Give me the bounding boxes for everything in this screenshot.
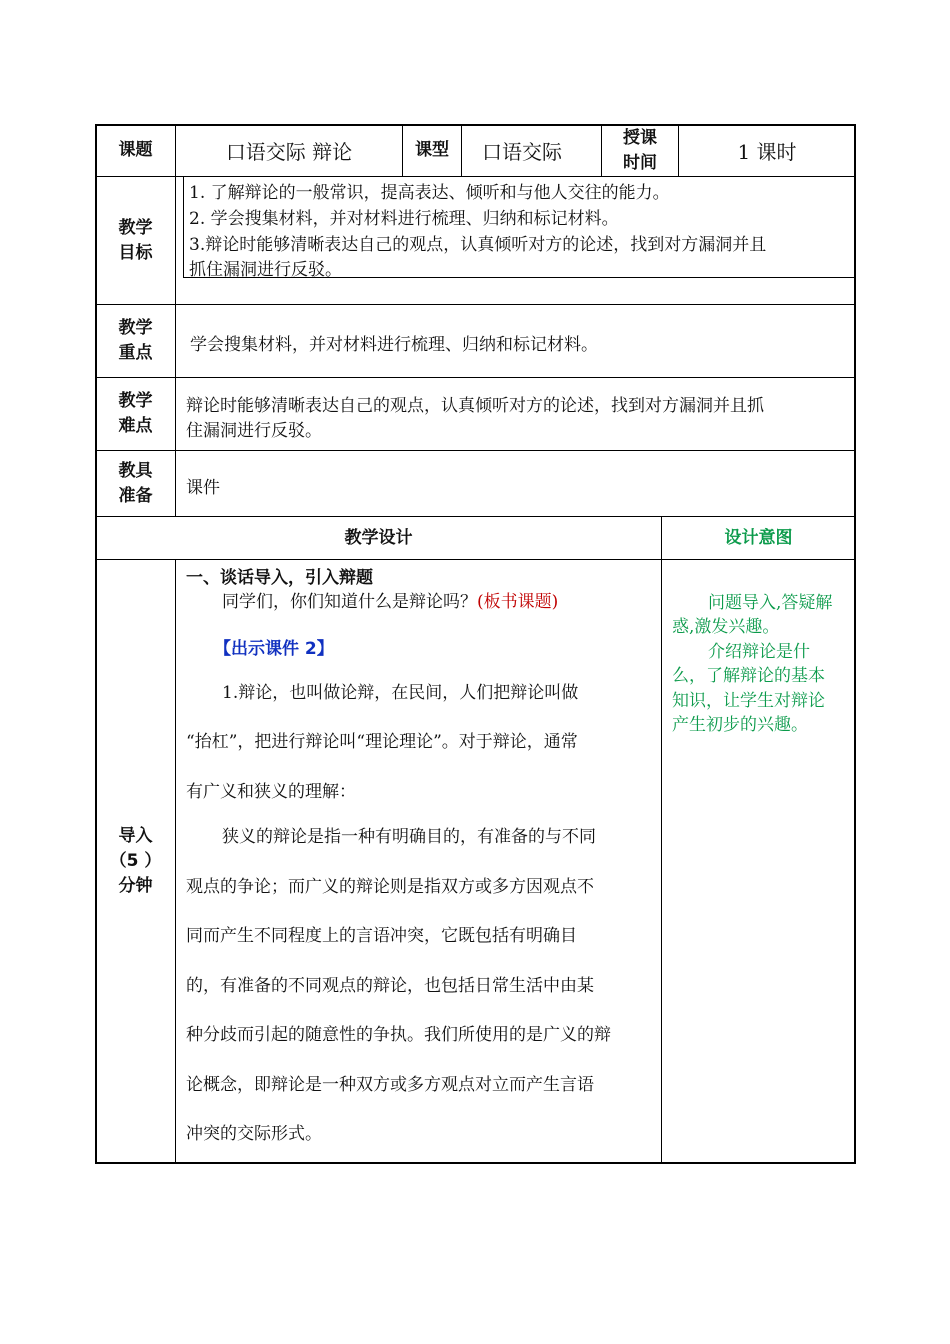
difficulties-line: 住漏洞进行反驳。 bbox=[186, 421, 322, 441]
intent-line: 问题导入,答疑解 bbox=[708, 593, 833, 613]
subject-label-cell bbox=[96, 125, 175, 176]
objective-item: 抓住漏洞进行反驳。 bbox=[189, 260, 342, 280]
body-line: 的，有准备的不同观点的辩论，也包括日常生活中由某 bbox=[186, 976, 594, 996]
section-title: 一、谈话导入，引入辩题 bbox=[186, 568, 373, 588]
type-value: 口语交际 bbox=[482, 140, 562, 164]
key-points-label-line1: 教学 bbox=[118, 318, 153, 338]
difficulties-label-line2: 难点 bbox=[118, 416, 153, 436]
type-label: 课型 bbox=[415, 140, 449, 160]
subject-value: 口语交际 辩论 bbox=[225, 140, 353, 164]
key-points-text: 学会搜集材料，并对材料进行梳理、归纳和标记材料。 bbox=[190, 335, 598, 355]
inner-divider bbox=[183, 177, 184, 277]
intro-label-cell bbox=[96, 560, 175, 1163]
time-value-cell bbox=[679, 125, 855, 176]
intro-label-line3: 分钟 bbox=[118, 876, 153, 896]
type-value-cell bbox=[462, 125, 601, 176]
key-points-label-cell bbox=[96, 305, 175, 377]
body-line: 观点的争论；而广义的辩论则是指双方或多方因观点不 bbox=[186, 877, 594, 897]
col-divider bbox=[661, 517, 662, 1164]
objective-item: 2. 学会搜集材料，并对材料进行梳理、归纳和标记材料。 bbox=[189, 209, 619, 229]
difficulties-line: 辩论时能够清晰表达自己的观点，认真倾听对方的论述，找到对方漏洞并且抓 bbox=[186, 396, 764, 416]
intent-header-cell bbox=[662, 517, 855, 559]
intro-question bbox=[222, 587, 558, 612]
row-divider bbox=[95, 559, 856, 560]
intent-header: 设计意图 bbox=[724, 527, 793, 548]
intent-line: 惑,激发兴趣。 bbox=[672, 617, 780, 637]
type-label-cell bbox=[403, 125, 461, 176]
intro-question-text: 同学们，你们知道什么是辩论吗？ bbox=[222, 592, 477, 612]
blackboard-note: (板书课题) bbox=[477, 592, 559, 612]
subject-value-cell bbox=[176, 125, 402, 176]
row-divider bbox=[95, 450, 856, 451]
body-line: 同而产生不同程度上的言语冲突，它既包括有明确目 bbox=[186, 926, 577, 946]
body-line: 狭义的辩论是指一种有明确目的，有准备的与不同 bbox=[222, 827, 596, 847]
intent-line: 么，了解辩论的基本 bbox=[672, 666, 825, 686]
difficulties-label-line1: 教学 bbox=[118, 391, 153, 411]
body-line: 有广义和狭义的理解： bbox=[186, 782, 356, 802]
difficulties-label-cell bbox=[96, 378, 175, 450]
intro-label-line2: （5 ） bbox=[109, 851, 162, 871]
row-divider bbox=[95, 304, 856, 305]
design-header-cell bbox=[96, 517, 661, 559]
objective-item: 3.辩论时能够清晰表达自己的观点，认真倾听对方的论述，找到对方漏洞并且 bbox=[189, 235, 767, 255]
intent-line: 知识，让学生对辩论 bbox=[672, 691, 825, 711]
time-label-cell bbox=[602, 125, 678, 176]
objectives-label-line2: 目标 bbox=[118, 242, 153, 263]
intent-line: 产生初步的兴趣。 bbox=[672, 715, 808, 735]
col-divider bbox=[175, 559, 176, 1164]
body-line: 1.辩论，也叫做论辩，在民间，人们把辩论叫做 bbox=[222, 683, 579, 703]
tools-text: 课件 bbox=[186, 478, 220, 498]
courseware-tag: 【出示课件 2】 bbox=[214, 639, 334, 659]
body-line: 冲突的交际形式。 bbox=[186, 1124, 322, 1144]
col-divider bbox=[175, 124, 176, 517]
body-line: “抬杠”，把进行辩论叫“理论理论”。对于辩论，通常 bbox=[186, 732, 578, 752]
body-line: 种分歧而引起的随意性的争执。我们所使用的是广义的辩 bbox=[186, 1025, 611, 1045]
objectives-label-cell bbox=[96, 177, 175, 304]
row-divider bbox=[95, 176, 856, 177]
subject-label: 课题 bbox=[118, 140, 153, 160]
objective-item: 1. 了解辩论的一般常识，提高表达、倾听和与他人交往的能力。 bbox=[189, 183, 670, 203]
time-label-line1: 授课 bbox=[623, 127, 657, 148]
intent-line: 介绍辩论是什 bbox=[708, 642, 810, 662]
design-header: 教学设计 bbox=[344, 527, 413, 548]
row-divider bbox=[95, 377, 856, 378]
objectives-label-line1: 教学 bbox=[118, 217, 153, 238]
tools-label-line1: 教具 bbox=[118, 460, 153, 481]
time-value: 1 课时 bbox=[737, 140, 797, 164]
tools-label-cell bbox=[96, 451, 175, 516]
tools-label-line2: 准备 bbox=[118, 485, 153, 506]
time-label-line2: 时间 bbox=[623, 152, 657, 173]
intro-label-line1: 导入 bbox=[118, 826, 153, 846]
key-points-label-line2: 重点 bbox=[118, 343, 153, 363]
body-line: 论概念，即辩论是一种双方或多方观点对立而产生言语 bbox=[186, 1075, 594, 1095]
